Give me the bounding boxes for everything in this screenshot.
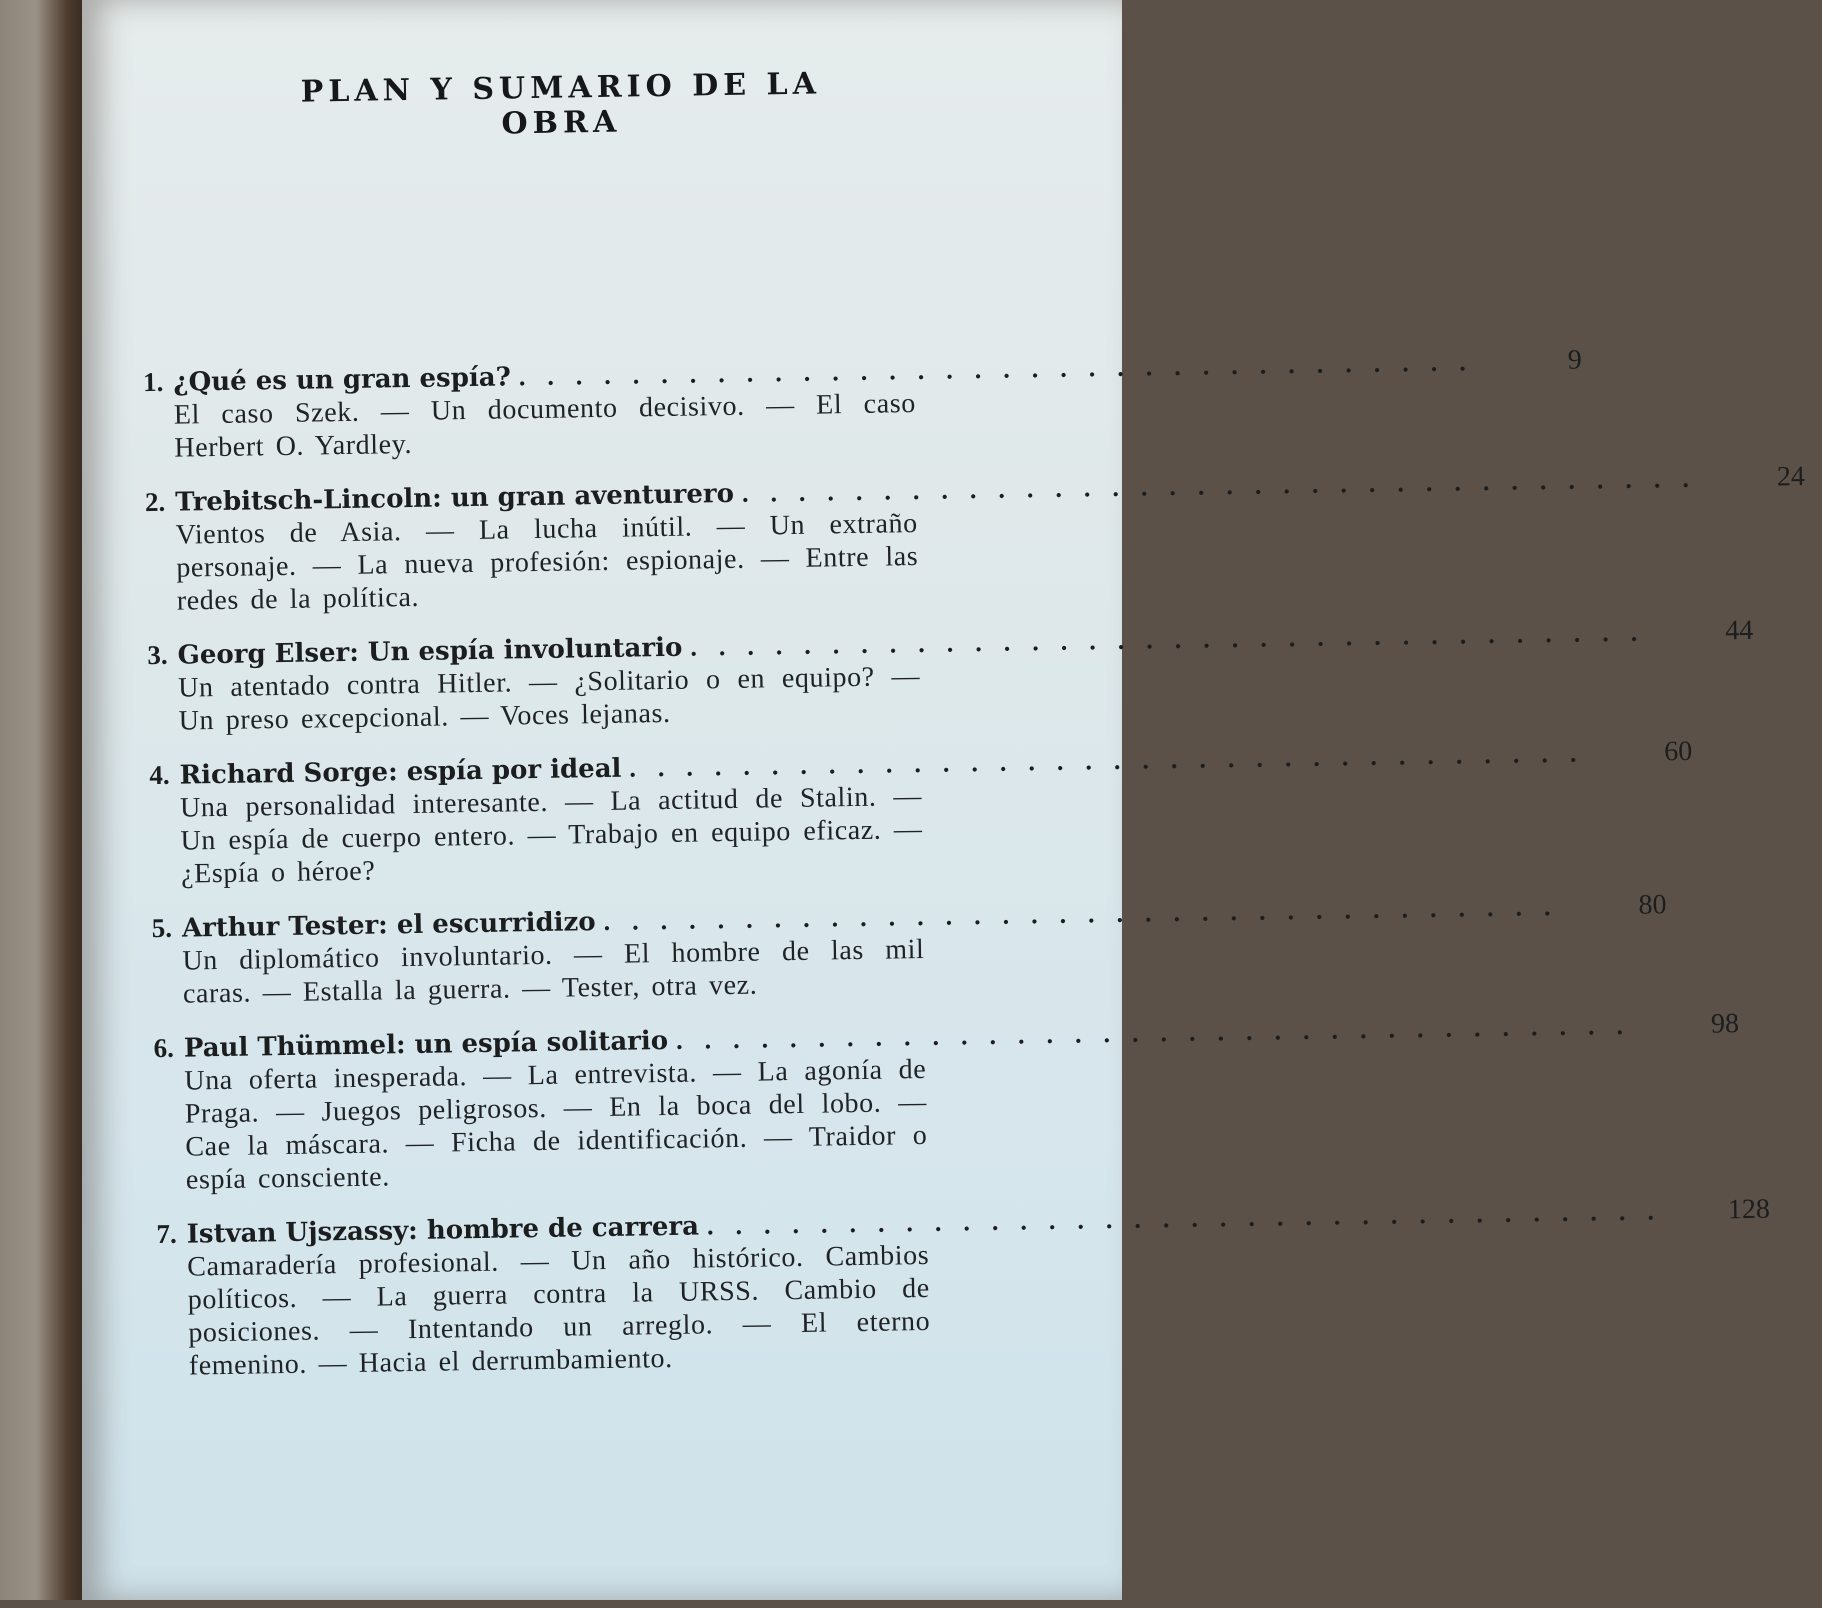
page-title: PLAN Y SUMARIO DE LA OBRA — [300, 66, 822, 142]
chapter-title: Paul Thümmel: un espía solitario — [183, 1025, 669, 1064]
chapter-summary: El caso Szek. — Un documento decisivo. — El caso Herbert O. Yardley. — [173, 388, 917, 464]
page-number: 44 — [1724, 614, 1754, 647]
page-number: 24 — [1776, 461, 1806, 493]
chapter-title: Richard Sorge: espía por ideal — [179, 753, 622, 791]
chapter-number: 7. — [156, 1218, 177, 1250]
toc-entry — [121, 735, 1693, 891]
toc-entry — [115, 344, 1582, 465]
page-number: 98 — [1710, 1008, 1740, 1040]
toc-entry — [117, 461, 1806, 618]
toc-entry — [119, 614, 1754, 738]
table-of-contents — [115, 344, 1806, 1405]
chapter-summary: Vientos de Asia. — La lucha inútil. — Un extraño personaje. — La nueva profesión: espionaje. — Entre las redes de la política. — [175, 508, 919, 617]
chapter-summary: Un diplomático involuntario. — El hombre de las mil caras. — Estalla la guerra. — Tester, otra vez. — [182, 933, 925, 1010]
page-number: 9 — [1567, 344, 1582, 376]
dot-leader: .................................. — [629, 738, 1599, 783]
chapter-number: 4. — [149, 759, 170, 791]
dot-leader: .................................. — [741, 463, 1712, 508]
chapter-number: 5. — [151, 912, 173, 944]
chapter-number: 1. — [142, 366, 164, 398]
dot-leader: .................................. — [675, 1010, 1646, 1055]
toc-entry — [124, 889, 1667, 1011]
page-number: 60 — [1664, 735, 1693, 768]
chapter-summary: Un atentado contra Hitler. — ¿Solitario o en equipo? — Un preso excepcional. — Voces lejanas. — [177, 660, 921, 737]
chapter-number: 3. — [147, 639, 168, 671]
chapter-title: Georg Elser: Un espía involuntario — [177, 632, 683, 671]
page-number: 128 — [1727, 1193, 1771, 1226]
dot-leader: .................................. — [690, 617, 1660, 662]
dot-leader: .................................. — [603, 891, 1573, 936]
chapter-title: Trebitsch-Lincoln: un gran aventurero — [175, 478, 735, 518]
chapter-summary: Una oferta inesperada. — La entrevista. — La agonía de Praga. — Juegos peligrosos. — En la boca del lobo. — Cae la máscara. — Ficha de identificación. — Traidor o espía consciente. — [184, 1053, 928, 1196]
page-number: 80 — [1638, 889, 1667, 921]
chapter-title: ¿Qué es un gran espía? — [173, 362, 512, 398]
page-content — [69, 0, 1806, 1608]
book-page — [82, 0, 1806, 1600]
dot-leader: .................................. — [518, 347, 1488, 392]
chapter-number: 6. — [153, 1032, 175, 1064]
toc-entry — [126, 1008, 1740, 1197]
chapter-title: Istvan Ujszassy: hombre de carrera — [186, 1211, 700, 1250]
chapter-summary: Camaradería profesional. — Un año histórico. Cambios políticos. — La guerra contra la URSS. Cambio de posiciones. — Intentando un arreglo. — El eterno femenino. — Hacia el derrumbamiento. — [187, 1239, 931, 1382]
chapter-summary: Una personalidad interesante. — La actitud de Stalin. — Un espía de cuerpo entero. — Trabajo en equipo eficaz. — ¿Espía o héroe? — [179, 780, 923, 890]
toc-entry — [129, 1193, 1771, 1383]
chapter-title: Arthur Tester: el escurridizo — [181, 907, 596, 944]
chapter-number: 2. — [144, 486, 166, 518]
dot-leader: .................................. — [706, 1196, 1677, 1241]
